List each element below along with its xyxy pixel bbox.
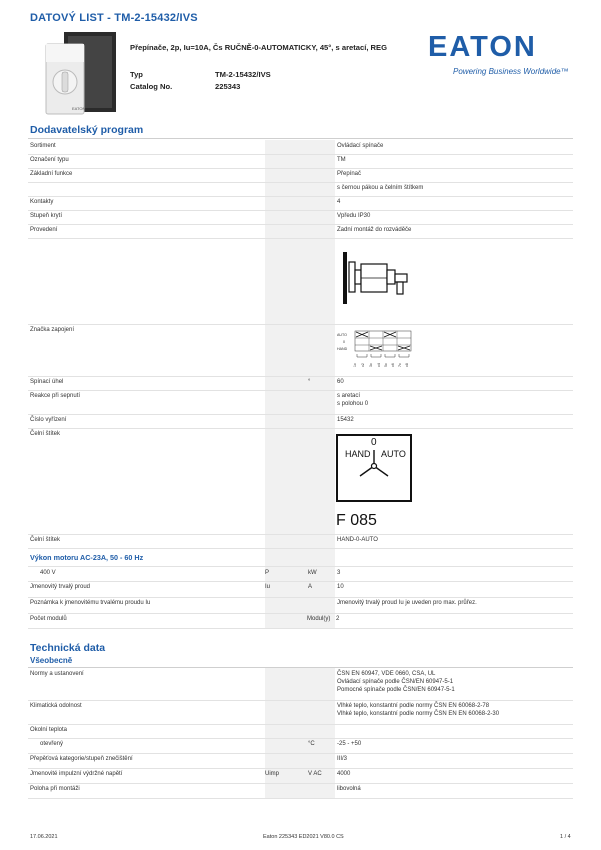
label: Značka zapojení xyxy=(30,327,75,333)
row-reaction xyxy=(28,390,573,415)
value: Přepínač xyxy=(337,171,362,177)
value: Ovládací spínače xyxy=(337,143,384,149)
value: TM xyxy=(337,157,346,163)
footer-date: 17.06.2021 xyxy=(30,834,58,840)
value-line: Vlhké teplo, konstantní podle normy ČSN EN 60068-2-78 xyxy=(337,703,490,709)
footer-page: 1 / 4 xyxy=(560,834,571,840)
row-type xyxy=(28,154,573,169)
label: Poznámka k jmenovitému trvalému proudu Iu xyxy=(30,600,151,606)
value: s černou pákou a čelním štítkem xyxy=(337,185,424,191)
label: Normy a ustanovení xyxy=(30,671,84,677)
label: Reakce při sepnutí xyxy=(30,393,81,399)
value-line: ČSN EN 60947, VDE 0660, CSA, UL xyxy=(337,671,436,677)
value: 4000 xyxy=(337,771,351,777)
front-plate-drawing xyxy=(336,434,412,502)
terminal-label: 3o xyxy=(369,363,373,367)
symbol: Uimp xyxy=(265,771,280,777)
row-overvoltage xyxy=(28,753,573,769)
row-open xyxy=(28,738,573,754)
label: Provedení xyxy=(30,227,58,233)
label: Číslo vyřízení xyxy=(30,417,67,423)
label: Přepěťová kategorie/stupeň znečištění xyxy=(30,756,133,762)
row-rated-current xyxy=(28,581,573,598)
label: Sortiment xyxy=(30,143,56,149)
row-standards xyxy=(28,668,573,701)
divider xyxy=(28,138,573,139)
label: Poloha při montáži xyxy=(30,786,80,792)
row-impulse-voltage xyxy=(28,768,573,784)
label: Označení typu xyxy=(30,157,69,163)
row-design-drawing xyxy=(28,238,573,325)
value: HAND-0-AUTO xyxy=(337,537,378,543)
label: Okolní teplota xyxy=(30,727,68,733)
unit: °C xyxy=(308,741,315,747)
row-label: HAND xyxy=(337,347,348,351)
terminal-label: o6 xyxy=(391,363,395,367)
type-label: Typ xyxy=(130,70,143,79)
label: Jmenovité impulzní výdržné napětí xyxy=(30,771,123,777)
value2: s polohou 0 xyxy=(337,401,369,407)
row-current-note xyxy=(28,597,573,614)
row-angle xyxy=(28,376,573,391)
dial-hand: HAND xyxy=(345,449,371,459)
row-front-plate-2 xyxy=(28,534,573,549)
section-title-technical: Technická data xyxy=(30,642,106,654)
label: Čelní štítek xyxy=(30,431,61,437)
unit: V AC xyxy=(308,771,322,777)
terminal-label: 1o xyxy=(353,363,357,367)
value: 10 xyxy=(337,584,344,590)
tagline: Powering Business Worldwide™ xyxy=(453,67,569,76)
value: 15432 xyxy=(337,417,354,423)
label: Čelní štítek xyxy=(30,537,61,543)
row-ambient-temp xyxy=(28,724,573,739)
product-image xyxy=(38,30,120,118)
wiring-diagram xyxy=(337,330,417,374)
product-description: Přepínače, 2p, Iu=10A, Čs RUČNĚ-0-AUTOMATICKY, 45°, s aretací, REG xyxy=(130,43,388,52)
value: 4 xyxy=(337,199,341,205)
value: 60 xyxy=(337,379,344,385)
unit: A xyxy=(308,584,313,590)
row-modules xyxy=(28,613,573,629)
label: 400 V xyxy=(40,570,56,576)
value: Vpředu IP30 xyxy=(337,213,371,219)
eaton-logo: EATON xyxy=(428,31,537,63)
row-label: 0 xyxy=(343,340,345,344)
label: Základní funkce xyxy=(30,171,73,177)
unit: kW xyxy=(308,570,317,576)
value-line: Vlhké teplo, konstantní podle normy ČSN EN EN 60068-2-30 xyxy=(337,711,500,717)
value-line: Ovládací spínače podle ČSN/EN 60947-5-1 xyxy=(337,679,454,685)
value-line: Pomocné spínače podle ČSN/EN 60947-5-1 xyxy=(337,687,455,693)
unit: Modul(y) xyxy=(307,616,331,622)
value: Zadní montáž do rozváděče xyxy=(337,227,412,233)
label: otevřený xyxy=(40,741,64,747)
plate-code: F 085 xyxy=(336,512,377,529)
terminal-label: 7o xyxy=(398,363,402,367)
label: Počet modulů xyxy=(30,616,67,622)
motor-rating-title: Výkon motoru AC-23A, 50 - 60 Hz xyxy=(30,553,144,562)
row-contacts xyxy=(28,196,573,211)
symbol: P xyxy=(265,570,270,576)
row-protection xyxy=(28,210,573,225)
section-subtitle-general: Všeobecně xyxy=(30,656,73,665)
value: 3 xyxy=(337,570,341,576)
symbol: Iu xyxy=(265,584,271,590)
row-basic-function xyxy=(28,168,573,183)
row-climate xyxy=(28,700,573,725)
dial-auto: AUTO xyxy=(381,449,406,459)
label: Klimatická odolnost xyxy=(30,703,82,709)
catalog-value: 225343 xyxy=(215,82,241,91)
mounting-drawing xyxy=(339,248,419,308)
row-front-plate xyxy=(28,428,573,535)
label: Stupeň krytí xyxy=(30,213,63,219)
row-motor-400v xyxy=(28,567,573,582)
value: s aretací xyxy=(337,393,361,399)
row-order-number xyxy=(28,414,573,429)
label: Kontakty xyxy=(30,199,54,205)
row-label: AUTO xyxy=(337,333,347,337)
type-value: TM-2-15432/IVS xyxy=(215,70,271,79)
label: Jmenovitý trvalý proud xyxy=(30,584,91,590)
row-basic-function-2 xyxy=(28,182,573,197)
row-sortiment xyxy=(28,140,573,155)
row-wiring xyxy=(28,324,573,377)
document-title: DATOVÝ LIST - TM-2-15432/IVS xyxy=(30,12,198,24)
unit: ° xyxy=(308,379,311,385)
value: 2 xyxy=(336,616,340,622)
terminal-label: o4 xyxy=(377,363,381,367)
value: libovolná xyxy=(337,786,361,792)
label: Spínací úhel xyxy=(30,379,64,385)
row-design xyxy=(28,224,573,239)
value: III/3 xyxy=(337,756,348,762)
value: -25 - +50 xyxy=(337,741,362,747)
terminal-label: o2 xyxy=(361,363,365,367)
terminal-label: 5o xyxy=(384,363,388,367)
dial-zero: 0 xyxy=(371,437,377,448)
svg-text:EATON: EATON xyxy=(72,106,86,111)
row-mounting-position xyxy=(28,783,573,799)
footer-center: Eaton 225343 ED2021 V80.0 CS xyxy=(263,834,344,840)
section-title-program: Dodavatelský program xyxy=(30,124,144,136)
catalog-label: Catalog No. xyxy=(130,82,173,91)
terminal-label: o8 xyxy=(405,363,409,367)
value: Jmenovitý trvalý proud Iu je uveden pro max. průřez. xyxy=(337,600,477,606)
